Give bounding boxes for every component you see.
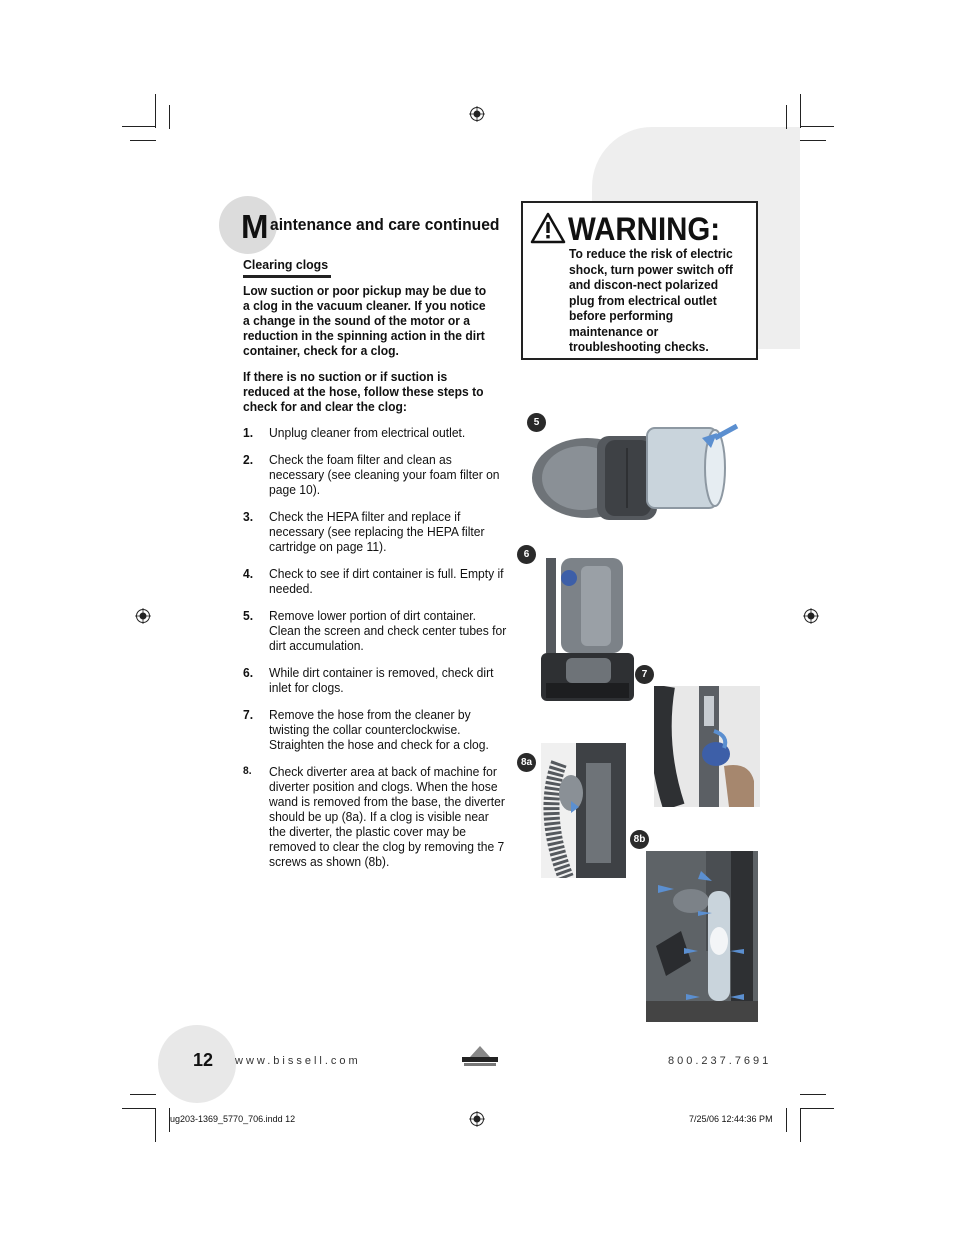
step-text: Check the HEPA filter and replace if necessary (see replacing the HEPA filter cartridge on page 11). xyxy=(269,509,485,554)
list-item xyxy=(243,452,508,497)
bissell-logo-icon xyxy=(460,1045,500,1067)
list-item xyxy=(243,608,508,653)
footer-website: www.bissell.com xyxy=(235,1055,361,1067)
figure-8b-screws-photo xyxy=(646,851,758,1022)
warning-title: WARNING: xyxy=(568,211,721,247)
print-slug-timestamp: 7/25/06 12:44:36 PM xyxy=(689,1114,773,1124)
list-item xyxy=(243,566,508,596)
step-text: Check the foam filter and clean as necessary (see cleaning your foam filter on page 10). xyxy=(269,452,500,497)
step-text: Check to see if dirt container is full. Empty if needed. xyxy=(269,566,504,596)
steps-list xyxy=(243,425,513,881)
figure-badge-5: 5 xyxy=(527,413,546,432)
warning-box xyxy=(521,201,758,360)
list-item xyxy=(243,764,508,869)
step-number: 7. xyxy=(243,707,254,722)
figure-7-hose-photo xyxy=(654,686,760,807)
figure-8a-diverter-photo xyxy=(541,743,626,878)
step-number: 6. xyxy=(243,665,254,680)
section-title: Clearing clogs xyxy=(243,257,329,272)
heading-initial: M xyxy=(241,208,269,245)
step-number: 5. xyxy=(243,608,254,623)
figure-6-vacuum-photo xyxy=(541,558,634,701)
section-title-underline xyxy=(243,275,331,278)
footer-phone: 800.237.7691 xyxy=(668,1055,772,1067)
list-item xyxy=(243,425,508,440)
figure-badge-8b: 8b xyxy=(630,830,649,849)
step-text: Unplug cleaner from electrical outlet. xyxy=(269,425,466,440)
warning-text: To reduce the risk of electric shock, turn power switch off and discon-nect polarized plug from electrical outlet before performing maintenance or troubleshooting checks. xyxy=(569,246,733,354)
step-number: 2. xyxy=(243,452,254,467)
step-text: Check diverter area at back of machine for diverter position and clogs. When the hose wand is removed from the base, the diverter should be up (8a). If a clog is visible near the diverter, the plastic cover may be removed to clear the clog by removing the 7 screws as shown (8b). xyxy=(269,764,505,869)
intro-paragraph-2: If there is no suction or if suction is reduced at the hose, follow these steps to check for and clear the clog: xyxy=(243,369,484,414)
list-item xyxy=(243,509,508,554)
step-text: Remove lower portion of dirt container. Clean the screen and check center tubes for dirt accumulation. xyxy=(269,608,507,653)
warning-triangle-icon xyxy=(530,212,566,244)
step-text: While dirt container is removed, check dirt inlet for clogs. xyxy=(269,665,494,695)
list-item xyxy=(243,665,508,695)
page-heading: aintenance and care continued xyxy=(270,215,500,234)
step-number: 1. xyxy=(243,425,254,440)
registration-mark-right xyxy=(803,608,819,624)
registration-mark-bottom xyxy=(469,1111,485,1127)
registration-mark-left xyxy=(135,608,151,624)
figure-badge-6: 6 xyxy=(517,545,536,564)
list-item xyxy=(243,707,508,752)
step-text: Remove the hose from the cleaner by twisting the collar counterclockwise. Straighten the hose and check for a clog. xyxy=(269,707,489,752)
intro-paragraph-1: Low suction or poor pickup may be due to a clog in the vacuum cleaner. If you notice a change in the sound of the motor or a reduction in the spinning action in the dirt container, check for a clog. xyxy=(243,283,487,358)
step-number: 4. xyxy=(243,566,254,581)
figure-badge-7: 7 xyxy=(635,665,654,684)
page-number: 12 xyxy=(193,1050,214,1070)
figure-5-dirt-container-photo xyxy=(527,418,745,526)
step-number: 3. xyxy=(243,509,254,524)
print-slug-filename: ug203-1369_5770_706.indd 12 xyxy=(170,1114,296,1124)
figure-badge-8a: 8a xyxy=(517,753,536,772)
registration-mark-top xyxy=(469,106,485,122)
step-number: 8. xyxy=(243,765,252,777)
